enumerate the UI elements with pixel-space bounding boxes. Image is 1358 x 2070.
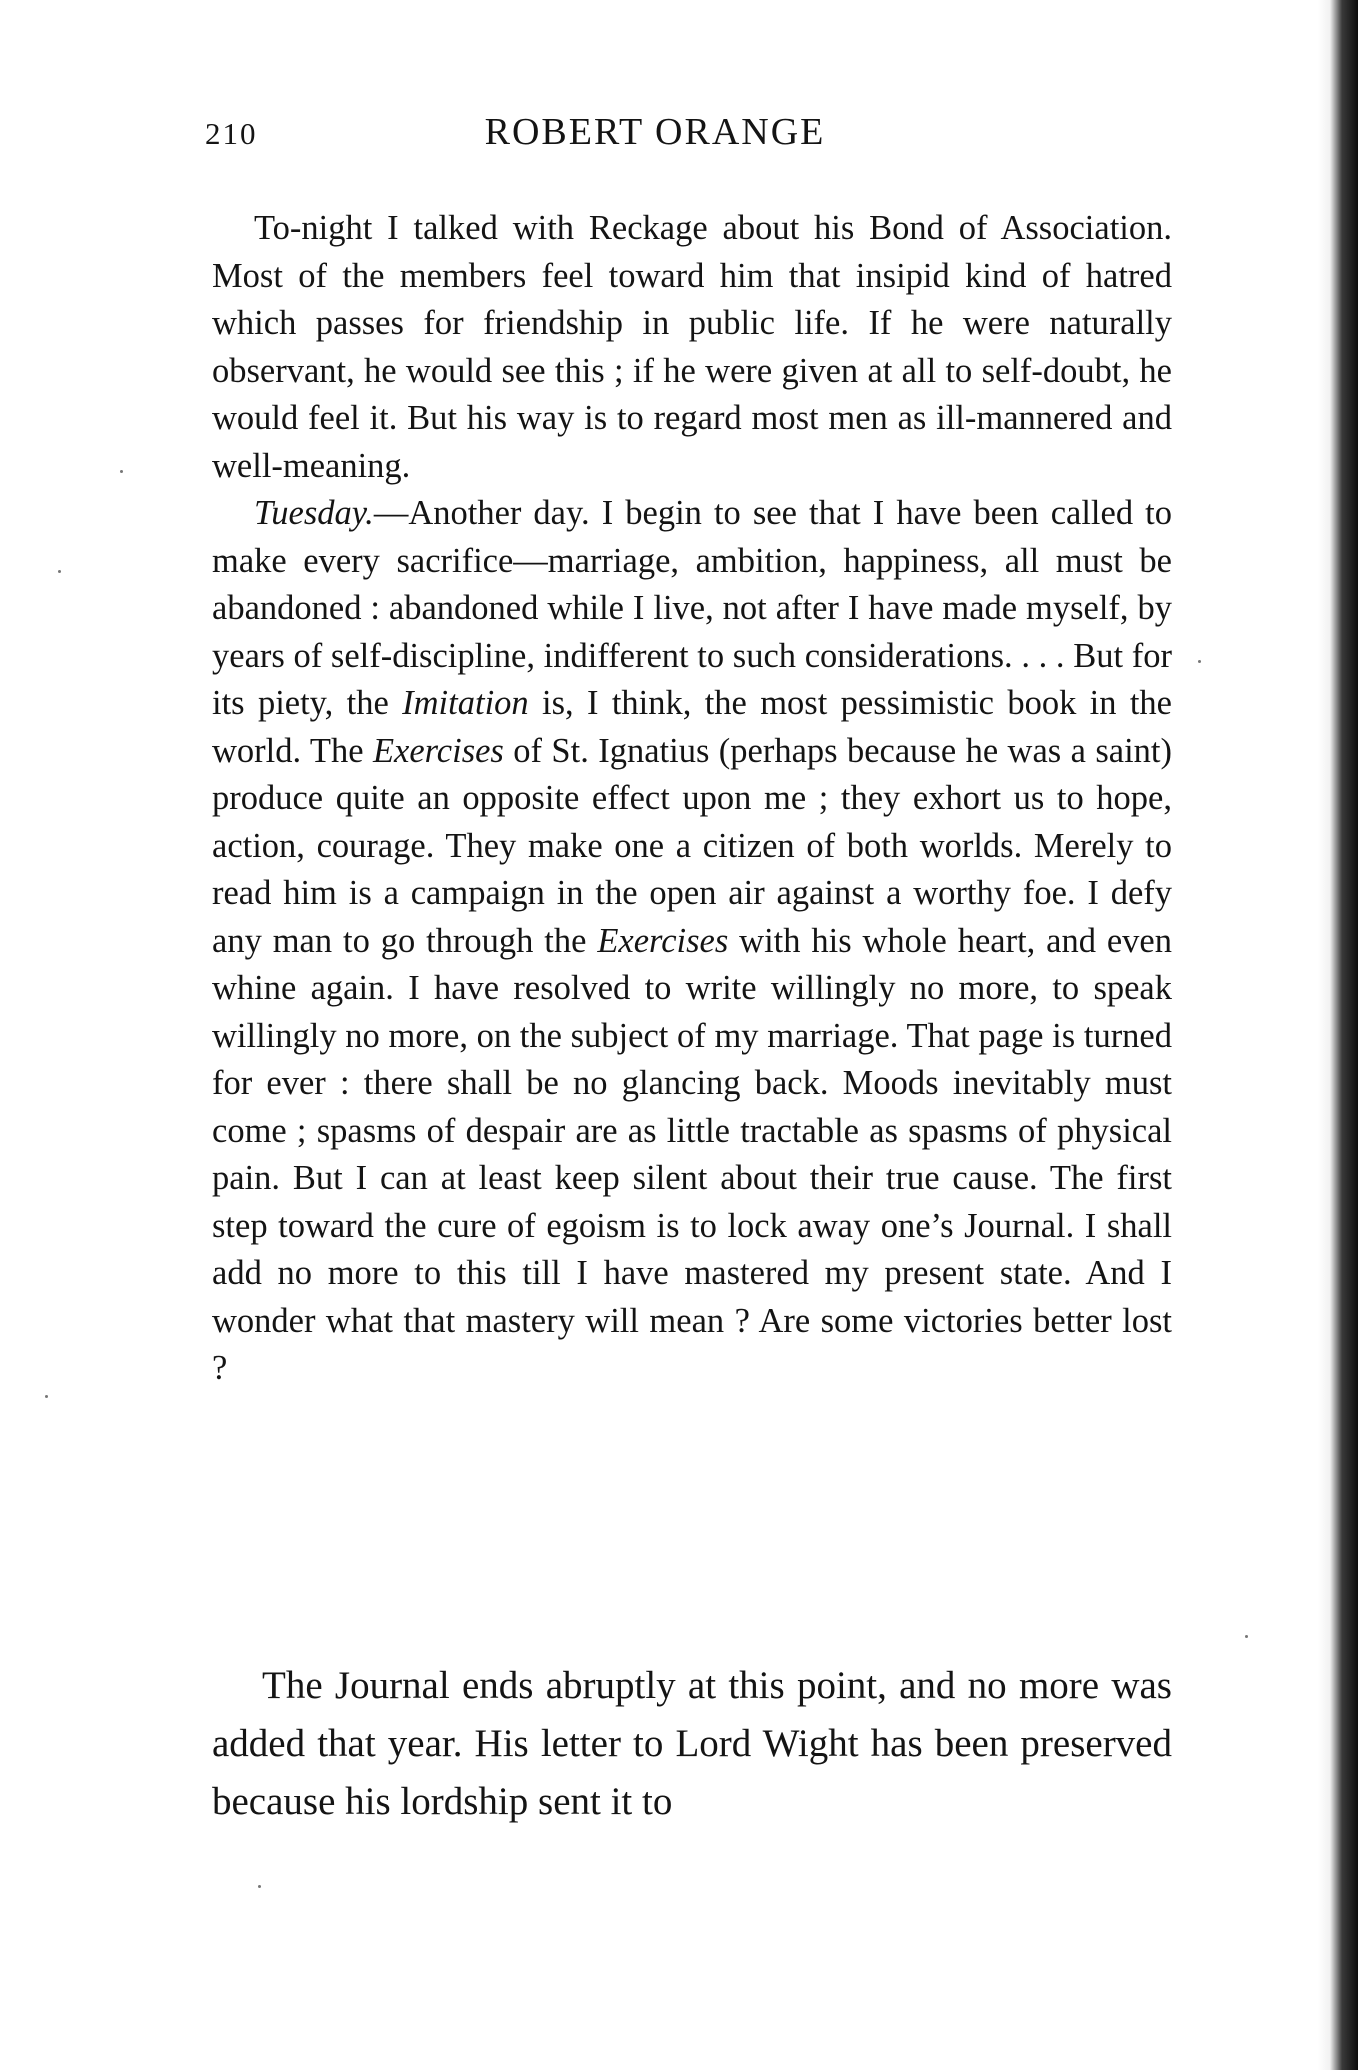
narrative-section	[212, 1657, 1172, 1831]
journal-paragraph-1: To-night I talked with Reckage about his Bond of Association. Most of the members feel toward him that insipid kind of hatred which passes for friendship in public life. If he were naturally observant, he would see this ; if he were given at all to self-doubt, he would feel it. But his way is to regard most men as ill-mannered and well-meaning.	[212, 209, 1172, 485]
scan-speck	[58, 570, 61, 573]
scan-speck	[1245, 1635, 1248, 1638]
journal-text-segment: with his whole heart, and even whine again. I have resolved to write willingly no more, to speak willingly no more, on the subject of my marriage. That page is turned for ever : there shall be no glancing back. Moods inevitably must come ; spasms of despair are as little tractable as spasms of physical pain. But I can at least keep silent about their true cause. The first step toward the cure of egoism is to lock away one’s Journal. I shall add no more to this till I have mastered my present state. And I wonder what that mastery will mean ? Are some victories better lost ?	[212, 921, 1173, 1387]
journal-text-segment: is, I think, the most pessimistic book in the world. The	[212, 684, 1172, 770]
scan-speck	[258, 1885, 261, 1888]
page-header	[205, 110, 1171, 160]
italic-title-exercises: Exercises	[372, 731, 504, 770]
journal-text-segment: of St. Ignatius (perhaps because he was a saint) produce quite an opposite effect upon me ; they exhort us to hope, action, courage. They make one a citizen of both worlds. Merely to read him is a campaign in the open air against a worthy foe. I defy any man to go through the	[212, 731, 1172, 960]
page-gutter-shadow	[1318, 0, 1358, 2070]
journal-entry	[212, 205, 1172, 1393]
scan-speck	[120, 470, 123, 473]
running-title: ROBERT ORANGE	[484, 111, 826, 153]
italic-title-exercises: Exercises	[597, 921, 729, 960]
scan-speck	[45, 1395, 48, 1398]
journal-paragraph-2	[212, 490, 1172, 1393]
italic-title-imitation: Imitation	[402, 684, 529, 722]
narrative-paragraph: The Journal ends abruptly at this point, and no more was added that year. His letter to Lord Wight has been preserved because his lordship sent it to	[212, 1664, 1172, 1823]
journal-text-segment: —Another day. I begin to see that I have been called to make every sacrifice—marriage, ambition, happiness, all must be abandoned : abandoned while I live, not after I have made myself, by years of self-discipline, indifferent to such considerations. . . . But for its piety, the	[212, 494, 1172, 722]
journal-day-label: Tuesday.	[254, 494, 374, 532]
page-number: 210	[205, 116, 258, 151]
scan-speck	[1198, 660, 1201, 663]
